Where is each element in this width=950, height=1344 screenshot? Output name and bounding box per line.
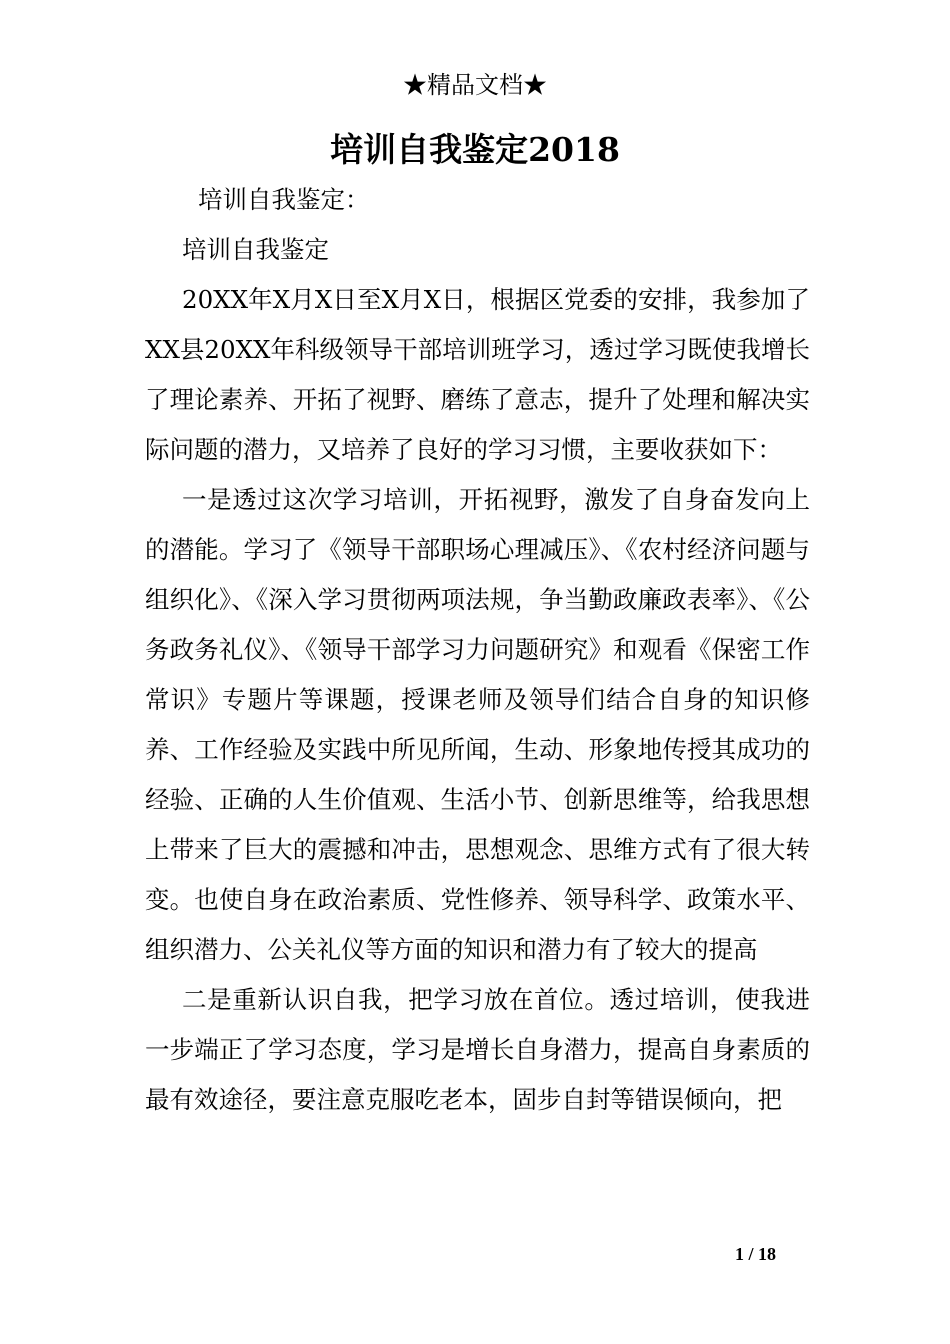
header-mark: ★精品文档★ xyxy=(403,71,547,99)
document-body xyxy=(145,175,810,1125)
page-indicator: 1 / 18 xyxy=(735,1244,777,1264)
paragraph-3: 二是重新认识自我，把学习放在首位。透过培训，使我进一步端正了学习态度，学习是增长自身潜力，提高自身素质的最有效途径，要注意克服吃老本，固步自封等错误倾向，把 xyxy=(145,985,810,1114)
subtitle-line-1: 培训自我鉴定： xyxy=(198,185,370,214)
paragraph-2: 一是透过这次学习培训，开拓视野，激发了自身奋发向上的潜能。学习了《领导干部职场心理减压》、《农村经济问题与组织化》、《深入学习贯彻两项法规，争当勤政廉政表率》、《公务政务礼仪》、《领导干部学习力问题研究》和观看《保密工作常识》专题片等课题，授课老师及领导们结合自身的知识修养、工作经验及实践中所见所闻，生动、形象地传授其成功的经验、正确的人生价值观、生活小节、创新思维等，给我思想上带来了巨大的震撼和冲击，思想观念、思维方式有了很大转变。也使自身在政治素质、党性修养、领导科学、政策水平、组织潜力、公关礼仪等方面的知识和潜力有了较大的提高 xyxy=(145,485,810,964)
subtitle-line-2: 培训自我鉴定 xyxy=(182,235,329,264)
paragraph-1: 20XX年X月X日至X月X日，根据区党委的安排，我参加了XX县20XX年科级领导干部培训班学习，透过学习既使我增长了理论素养、开拓了视野、磨练了意志，提升了处理和解决实际问题的潜力，又培养了良好的学习习惯，主要收获如下： xyxy=(145,285,810,464)
document-title: 培训自我鉴定2018 xyxy=(330,130,620,169)
